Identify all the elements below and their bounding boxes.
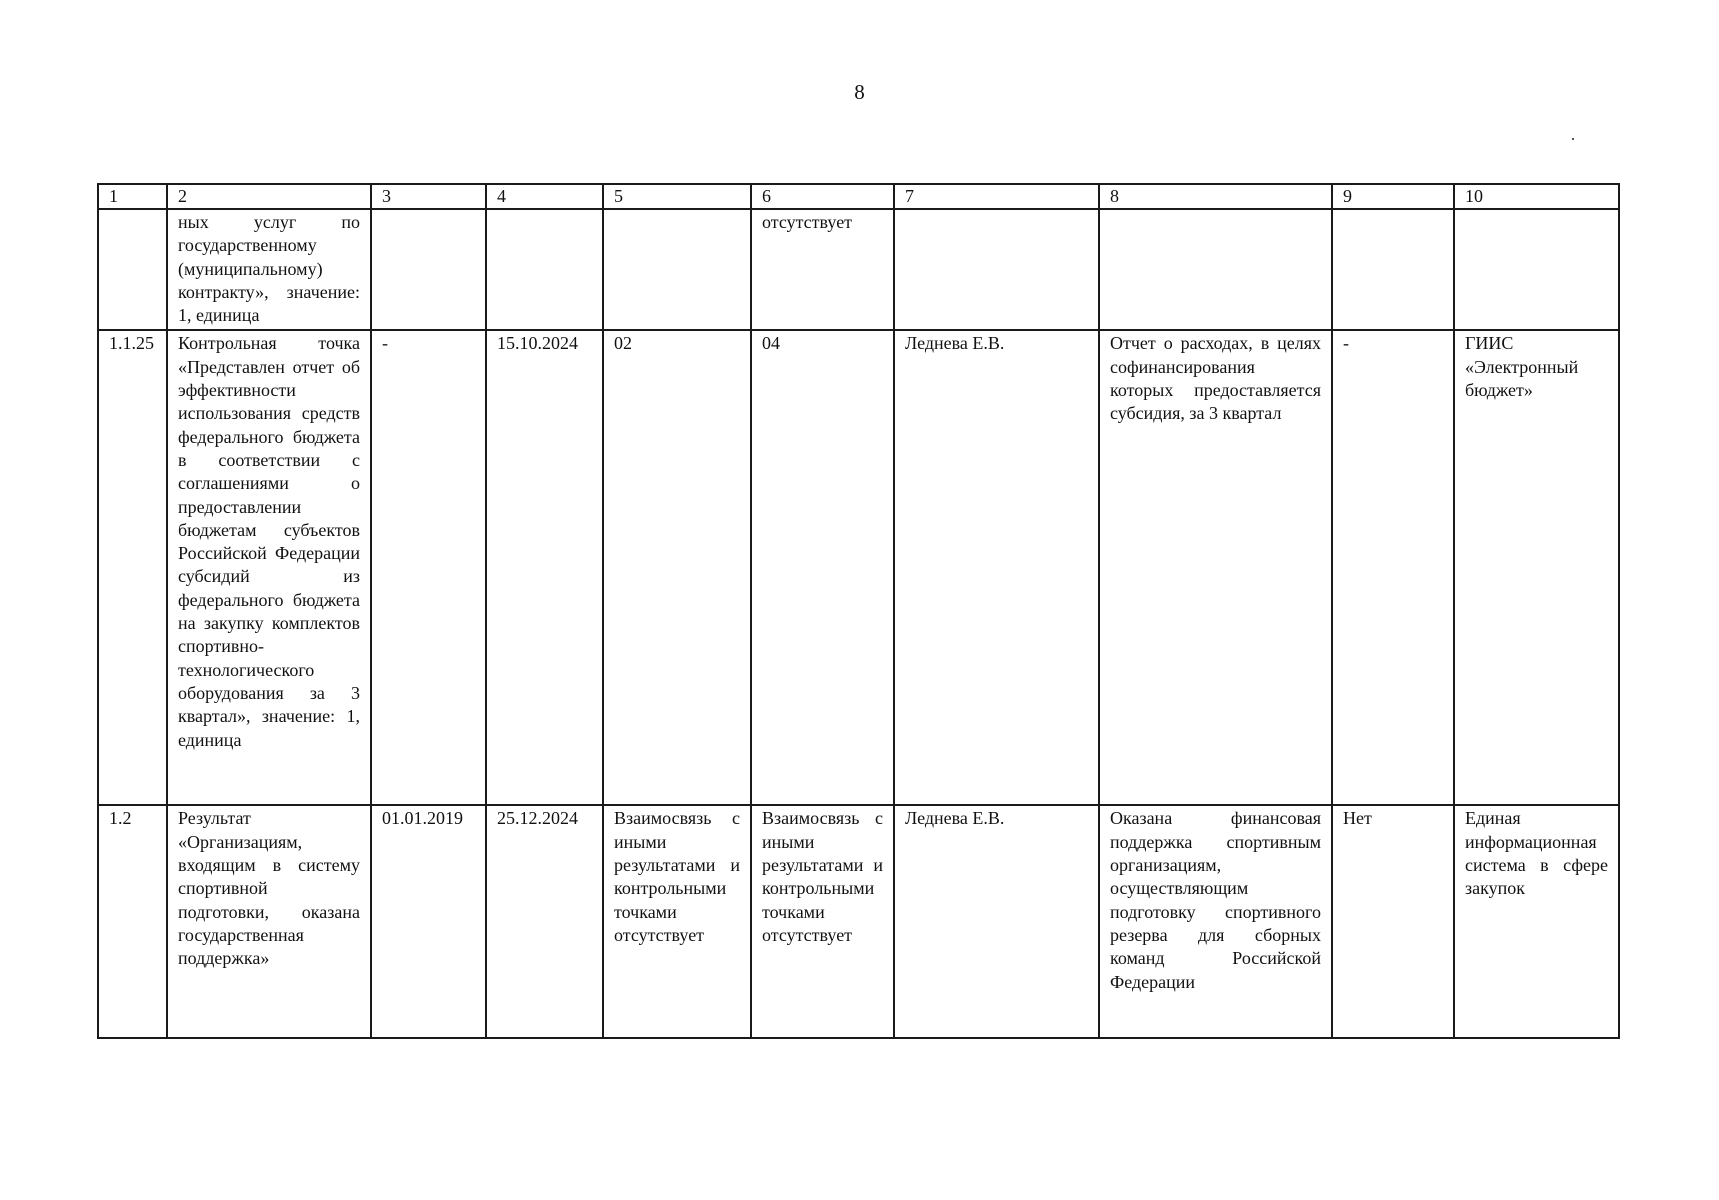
information-system: ГИИС «Электронный бюджет»	[1454, 330, 1619, 805]
responsible: Леднева Е.В.	[894, 330, 1099, 805]
end-date	[486, 209, 603, 330]
table-row	[98, 805, 1619, 1038]
page-number: 8	[854, 80, 865, 104]
item-description: Контрольная точка «Представлен отчет об эффективности использования средств федерального бюджета в соответствии с соглашениями о предоставлении бюджетам субъектов Российской Федерации субсидий из федерального бюджета на закупку комплектов спортивно-технологического оборудования за 3 квартал», значение: 1, единица	[167, 330, 371, 805]
responsible	[894, 209, 1099, 330]
end-date: 25.12.2024	[486, 805, 603, 1038]
start-date: 01.01.2019	[371, 805, 486, 1038]
column-number: 1	[98, 184, 167, 209]
item-description: ных услуг по государственному (муниципальному) контракту», значение: 1, единица	[167, 209, 371, 330]
information-system: Единая информационная система в сфере закупок	[1454, 805, 1619, 1038]
predecessor: 02	[603, 330, 751, 805]
result-document: Отчет о расходах, в целях софинансирования которых предоставляется субсидия, за 3 квартал	[1099, 330, 1332, 805]
predecessor: Взаимосвязь с иными результатами и контрольными точками отсутствует	[603, 805, 751, 1038]
successor: 04	[751, 330, 894, 805]
end-date: 15.10.2024	[486, 330, 603, 805]
table-row	[98, 330, 1619, 805]
column-number: 9	[1332, 184, 1454, 209]
successor: отсутствует	[751, 209, 894, 330]
start-date	[371, 209, 486, 330]
result-document: Оказана финансовая поддержка спортивным организациям, осуществляющим подготовку спортивного резерва для сборных команд Российской Федерации	[1099, 805, 1332, 1038]
approval: Нет	[1332, 805, 1454, 1038]
column-number: 3	[371, 184, 486, 209]
column-number: 6	[751, 184, 894, 209]
column-number: 4	[486, 184, 603, 209]
information-system	[1454, 209, 1619, 330]
scan-speck	[1572, 138, 1574, 140]
row-number	[98, 209, 167, 330]
responsible: Леднева Е.В.	[894, 805, 1099, 1038]
start-date: -	[371, 330, 486, 805]
column-number: 5	[603, 184, 751, 209]
row-number: 1.1.25	[98, 330, 167, 805]
successor: Взаимосвязь с иными результатами и контрольными точками отсутствует	[751, 805, 894, 1038]
plan-table	[97, 183, 1620, 1039]
column-number: 10	[1454, 184, 1619, 209]
row-number: 1.2	[98, 805, 167, 1038]
approval: -	[1332, 330, 1454, 805]
approval	[1332, 209, 1454, 330]
item-description: Результат «Организациям, входящим в систему спортивной подготовки, оказана государственная поддержка»	[167, 805, 371, 1038]
column-number: 2	[167, 184, 371, 209]
result-document	[1099, 209, 1332, 330]
predecessor	[603, 209, 751, 330]
table-row	[98, 209, 1619, 330]
column-number-row	[98, 184, 1619, 209]
column-number: 7	[894, 184, 1099, 209]
column-number: 8	[1099, 184, 1332, 209]
